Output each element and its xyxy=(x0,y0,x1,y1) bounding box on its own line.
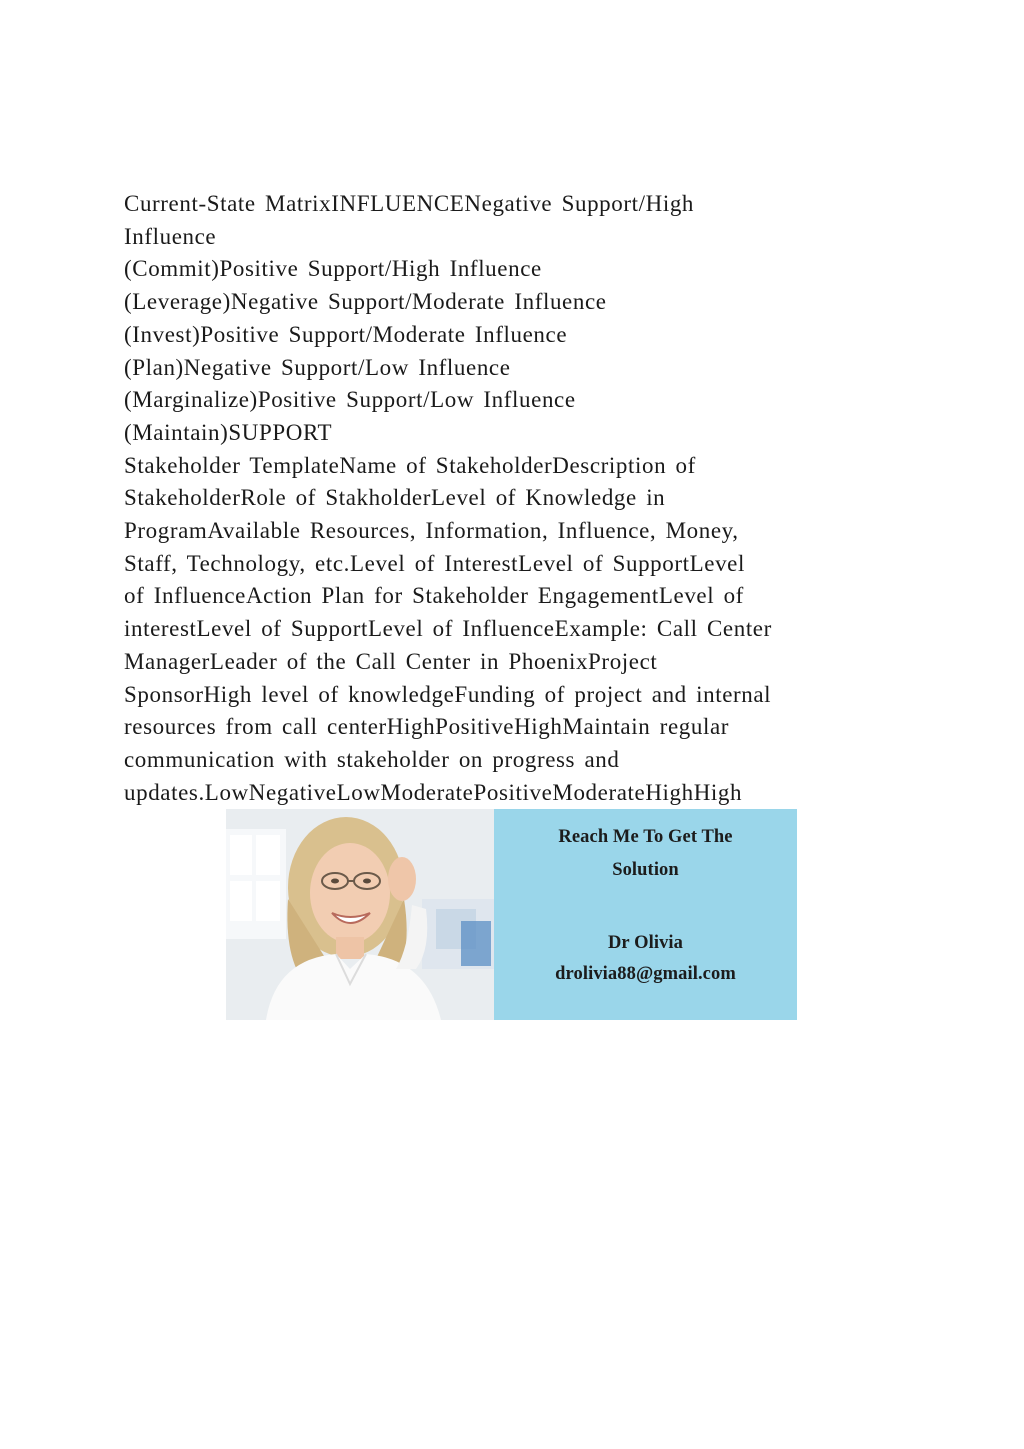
text-line: of InfluenceAction Plan for Stakeholder EngagementLevel of xyxy=(124,583,744,609)
text-line: ManagerLeader of the Call Center in PhoenixProject xyxy=(124,648,658,674)
text-line: SponsorHigh level of knowledgeFunding of project and internal xyxy=(124,681,772,707)
text-line: ProgramAvailable Resources, Information, Influence, Money, xyxy=(124,518,739,544)
contact-name: Dr Olivia xyxy=(607,933,684,953)
text-line: (Leverage)Negative Support/Moderate Influence xyxy=(124,289,607,315)
text-line: Stakeholder TemplateName of StakeholderDescription of xyxy=(124,452,696,478)
text-line: updates.LowNegativeLowModeratePositiveModerateHighHigh xyxy=(124,779,743,805)
text-line: StakeholderRole of StakholderLevel of Knowledge in xyxy=(124,485,666,511)
ad-headline-continued: Solution xyxy=(612,860,679,880)
contact-email[interactable]: drolivia88@gmail.com xyxy=(555,964,736,984)
text-line: interestLevel of SupportLevel of InfluenceExample: Call Center xyxy=(124,616,772,642)
text-line: Current-State MatrixINFLUENCENegative Support/High xyxy=(124,191,695,216)
ad-headline: Reach Me To Get The xyxy=(558,827,733,847)
text-line: Influence xyxy=(124,223,217,249)
text-line: (Commit)Positive Support/High Influence xyxy=(124,256,542,282)
text-line: (Marginalize)Positive Support/Low Influence xyxy=(124,387,576,413)
text-line: resources from call centerHighPositiveHighMaintain regular xyxy=(124,714,730,740)
woman-portrait-image xyxy=(226,809,494,1020)
document-body xyxy=(124,188,904,809)
text-line: (Invest)Positive Support/Moderate Influence xyxy=(124,321,568,347)
text-line: Staff, Technology, etc.Level of InterestLevel of SupportLevel xyxy=(124,550,745,576)
text-line: (Plan)Negative Support/Low Influence xyxy=(124,354,511,380)
contact-info-panel xyxy=(494,809,797,1020)
text-line: (Maintain)SUPPORT xyxy=(124,419,333,445)
contact-ad-banner xyxy=(226,809,797,1020)
text-line: communication with stakeholder on progress and xyxy=(124,746,620,772)
